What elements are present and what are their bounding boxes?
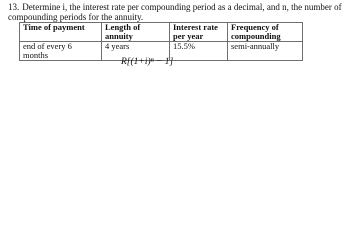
cell-time-of-payment: end of every 6 months xyxy=(20,42,102,61)
header-length-of-annuity: Length of annuity xyxy=(102,23,170,42)
header-frequency-of-compounding: Frequency of compounding xyxy=(228,23,303,42)
cell-frequency-of-compounding: semi-annually xyxy=(228,42,303,61)
question-number: 13. xyxy=(8,2,20,12)
header-time-of-payment: Time of payment xyxy=(20,23,102,42)
annuity-formula: R[(1+i)ⁿ − 1] xyxy=(121,57,174,67)
table-header-row xyxy=(20,23,303,42)
question-text: Determine i, the interest rate per compounding period as a decimal, and n, the number of compounding periods for the annuity. xyxy=(8,2,342,22)
cell-length-of-annuity: 4 years xyxy=(102,42,170,61)
cell-interest-rate: 15.5% xyxy=(170,42,228,61)
header-interest-rate: Interest rate per year xyxy=(170,23,228,42)
question-13 xyxy=(8,2,344,22)
